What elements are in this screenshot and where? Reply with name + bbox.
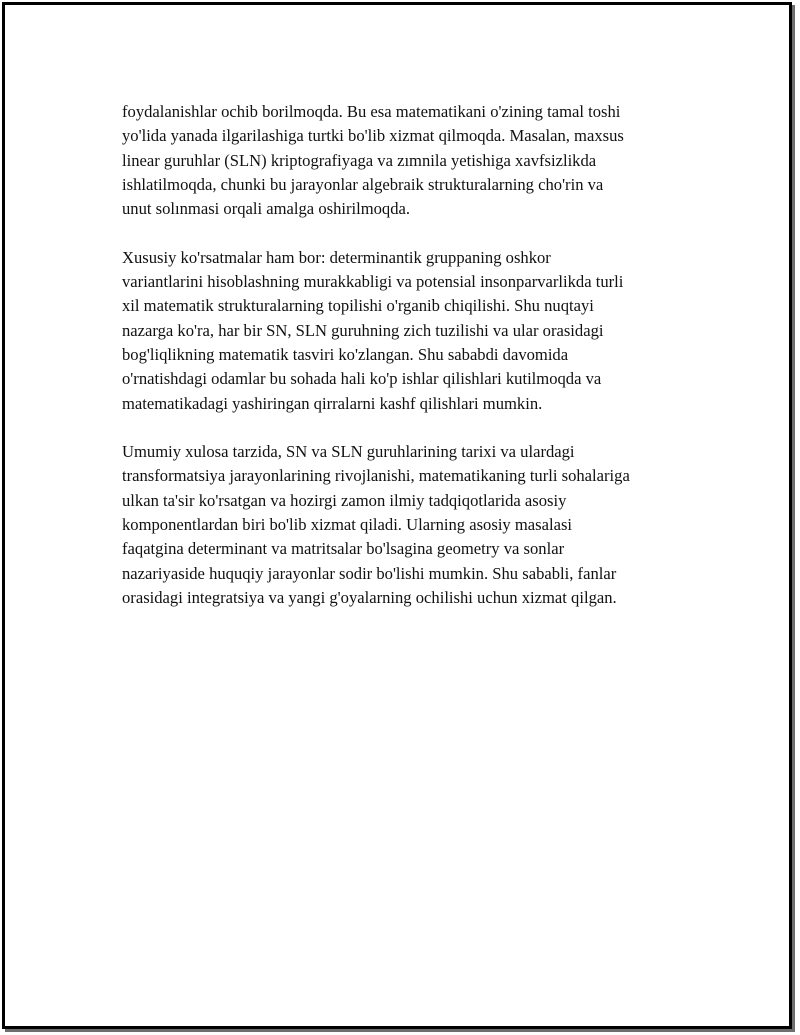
document-body (122, 100, 702, 635)
paragraph-3: Umumiy xulosa tarzida, SN va SLN guruhlarining tarixi va ulardagi transformatsiya jarayonlarining rivojlanishi, matematikaning turli sohalariga ulkan ta'sir ko'rsatgan va hozirgi zamon ilmiy tadqiqotlarida asosiy komponentlardan biri bo'lib xizmat qiladi. Ularning asosiy masalasi faqatgina determinant va matritsalar bo'lsagina geometry va sonlar nazariyaside huquqiy jarayonlar sodir bo'lishi mumkin. Shu sababli, fanlar orasidagi integratsiya va yangi g'oyalarning ochilishi uchun xizmat qilgan. (122, 442, 630, 607)
paragraph-1: foydalanishlar ochib borilmoqda. Bu esa matematikani o'zining tamal toshi yo'lida yanada ilgarilashiga turtki bo'lib xizmat qilmoqda. Masalan, maxsus linear guruhlar (SLN) kriptografiyaga va zımnila yetishiga xavfsizlikda ishlatilmoqda, chunki bu jarayonlar algebraik strukturalarning cho'rin va unut solınmasi orqali amalga oshirilmoqda. (122, 102, 624, 219)
paragraph-2: Xususiy ko'rsatmalar ham bor: determinantik gruppaning oshkor variantlarini hisoblashning murakkabligi va potensial insonparvarlikda turli xil matematik strukturalarning topilishi o'rganib chiqilishi. Shu nuqtayi nazarga ko'ra, har bir SN, SLN guruhning zich tuzilishi va ular orasidagi bog'liqlikning matematik tasviri ko'zlangan. Shu sababdi davomida o'rnatishdagi odamlar bu sohada hali ko'p ishlar qilishlari kutilmoqda va matematikadagi yashiringan qirralarni kashf qilishlari mumkin. (122, 247, 624, 413)
page-frame (2, 2, 792, 1029)
